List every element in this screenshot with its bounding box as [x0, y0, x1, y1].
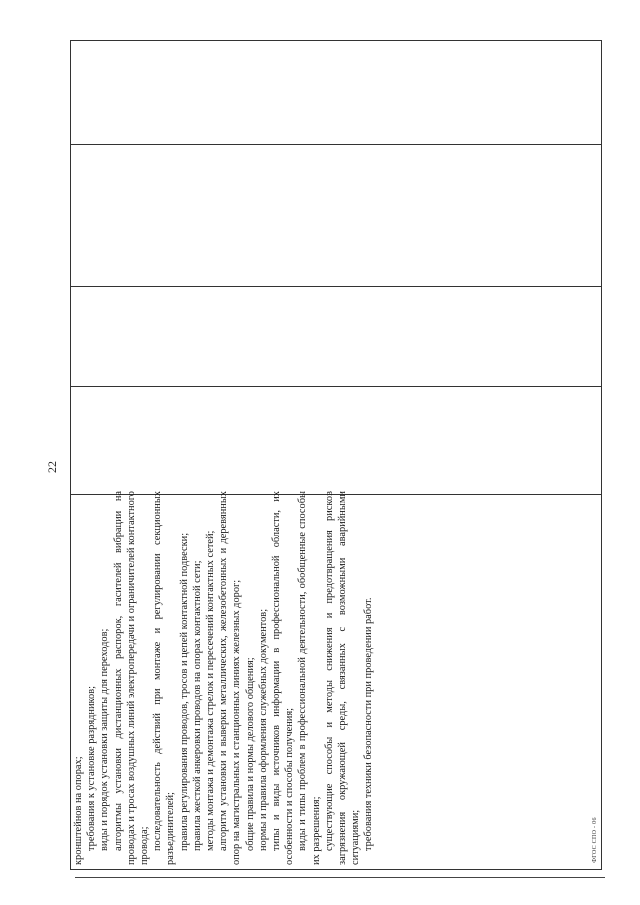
requirement-item: типы и виды источников информации в профессиональной области, их особенности и способы получения;	[271, 491, 296, 865]
requirement-item: виды и типы проблем в профессиональной деятельности, обобщенные способы их разрешения;	[297, 491, 322, 865]
footer-rule	[75, 877, 605, 878]
requirement-item: правила регулирования проводов, тросов и цепей контактной подвески;	[178, 532, 190, 851]
page-number: 22	[45, 461, 59, 473]
requirement-item: правила жесткой анкеровки проводов на опорах контактной сети;	[191, 560, 203, 851]
requirement-item: последовательность действий при монтаже и регулировании секционных разъединителей;	[152, 491, 177, 865]
requirement-item: требования техники безопасности при проведении работ.	[363, 597, 375, 851]
requirement-item: кронштейнов на опорах;	[73, 756, 84, 865]
requirement-item: существующие способы и методы снижения и предотвращения рисков загрязнения окружающей среды, связанных с возможными аварийными ситуациями;	[323, 491, 362, 865]
table-column-divider	[70, 386, 602, 387]
requirement-item: нормы и правила оформления служебных документов;	[257, 608, 269, 851]
requirement-item: требования к установке разрядников;	[86, 685, 98, 851]
requirement-item: алгоритм установки и выверки металлических, железобетонных и деревянных опор на магистральных и станционных линиях железных дорог;	[218, 491, 243, 865]
knowledge-requirements-cell	[70, 487, 566, 869]
requirement-item: общие правила и нормы делового общения;	[244, 657, 256, 851]
table-column-divider	[70, 144, 602, 145]
table-column-divider	[70, 286, 602, 287]
requirement-item: алгоритмы установки дистанционных распорок, гасителей вибрации на проводах и тросах воздушных линий электропередачи и ограничителей контактного провода;	[112, 491, 151, 865]
footer-code: ФГОС СПО - 06	[592, 817, 598, 863]
requirement-item: виды и порядок установки защиты для переходов;	[99, 628, 111, 851]
requirement-item: методы монтажа и демонтажа стрелок и пересечений контактных сетей;	[205, 530, 217, 851]
